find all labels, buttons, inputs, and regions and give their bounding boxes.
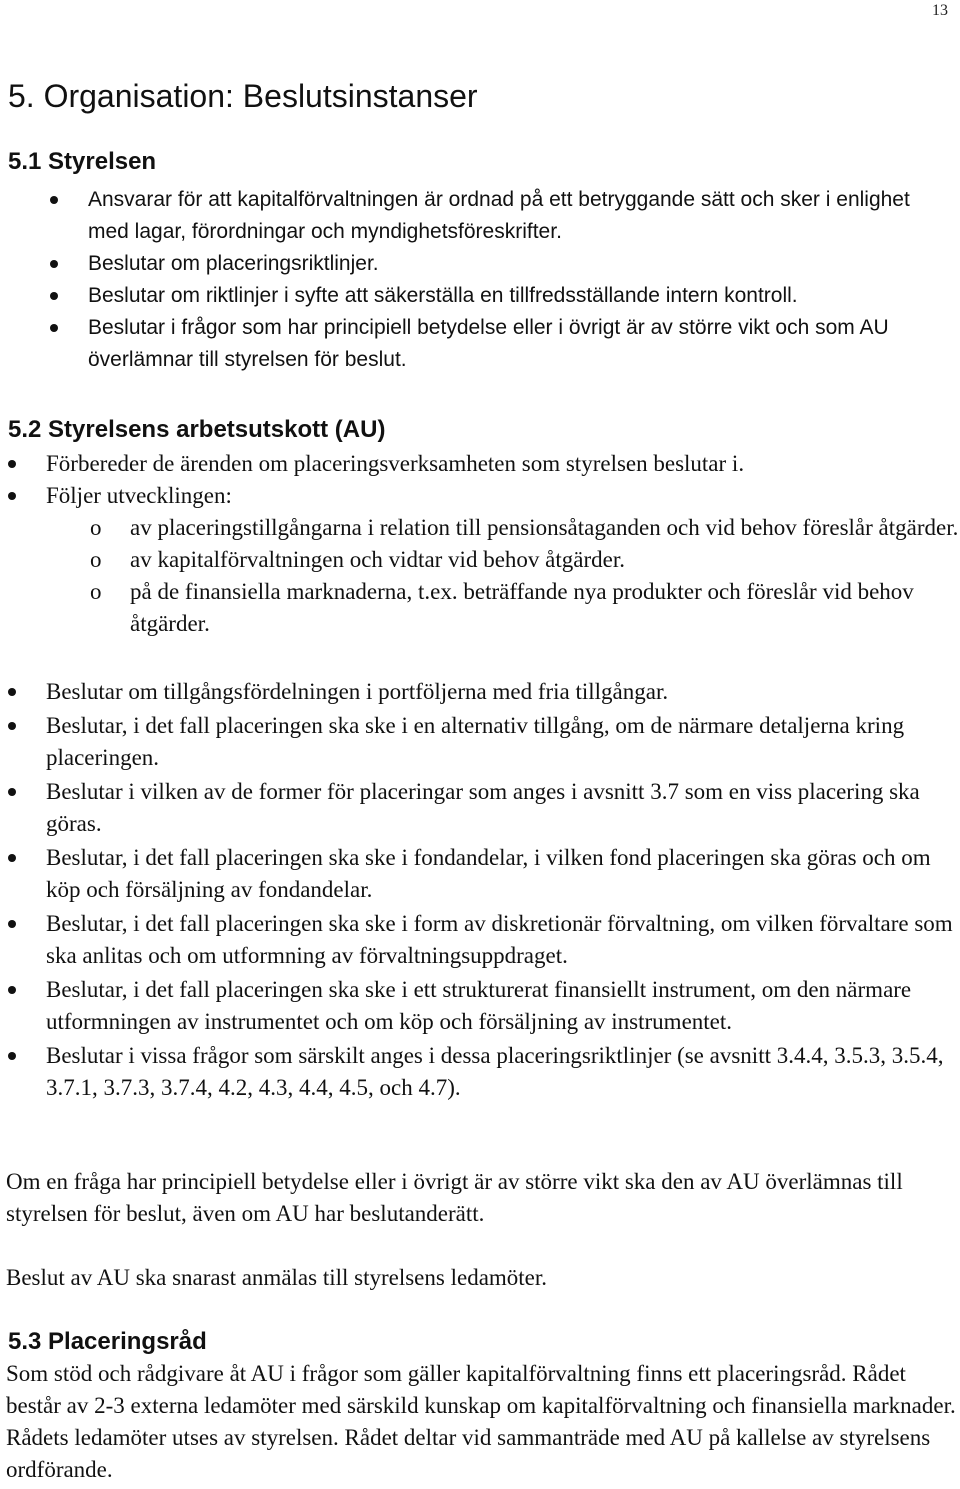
paragraph-au-escalation: Om en fråga har principiell betydelse eller i övrigt är av större vikt ska den av AU överlämnas till styrelsen för beslut, även om AU har beslutanderätt. (6, 1169, 903, 1226)
sub-list-item: o av kapitalförvaltningen och vidtar vid behov åtgärder. (130, 544, 960, 576)
au-sublist (90, 512, 960, 640)
au-list (46, 448, 958, 640)
list-item: Beslutar om tillgångsfördelningen i portföljerna med fria tillgångar. (46, 679, 669, 704)
styrelsen-list (88, 184, 948, 376)
page-number: 13 (932, 2, 948, 19)
paragraph-au-reporting: Beslut av AU ska snarast anmälas till styrelsens ledamöter. (6, 1265, 548, 1290)
au-decisions-list (46, 676, 960, 1106)
sub-list-item: o av placeringstillgångarna i relation till pensionsåtaganden och vid behov föreslår åtgärder. (130, 512, 960, 544)
page-title: 5. Organisation: Beslutsinstanser (8, 78, 478, 114)
list-item: Beslutar, i det fall placeringen ska ske i ett strukturerat finansiellt instrument, om den närmare utformningen av instrumentet och om köp och försäljning av instrumentet. (46, 977, 912, 1034)
list-item: Beslutar, i det fall placeringen ska ske i en alternativ tillgång, om de närmare detaljerna kring placeringen. (46, 713, 905, 770)
list-item: Beslutar, i det fall placeringen ska ske i form av diskretionär förvaltning, om vilken förvaltare som ska anlitas och om utformning av förvaltningsuppdraget. (46, 911, 953, 968)
list-item: Beslutar i vissa frågor som särskilt anges i dessa placeringsriktlinjer (se avsnitt 3.4.4, 3.5.3, 3.5.4, 3.7.1, 3.7.3, 3.7.4, 4.2, 4.3, 4.4, 4.5, och 4.7). (46, 1043, 944, 1100)
section-heading-placeringsrad: 5.3 Placeringsråd (8, 1328, 207, 1355)
section-heading-styrelsen: 5.1 Styrelsen (8, 148, 157, 175)
circle-bullet-icon: o (90, 515, 102, 540)
section-heading-au: 5.2 Styrelsens arbetsutskott (AU) (8, 416, 386, 443)
list-item: Beslutar i frågor som har principiell betydelse eller i övrigt är av större vikt och som AU överlämnar till styrelsen för beslut. (88, 316, 889, 371)
circle-bullet-icon: o (90, 547, 102, 572)
list-item: Beslutar om riktlinjer i syfte att säkerställa en tillfredsställande intern kontroll. (88, 284, 798, 307)
list-item: Följer utvecklingen: o av placeringstillgångarna i relation till pensionsåtaganden och vid behov föreslår åtgärder. o av kapitalförvaltningen och vidtar vid behov åtgärder. o på de finansiella marknaderna, t.ex. beträffande nya produkter och föreslår vid behov åtgärder. (46, 480, 958, 640)
paragraph-placeringsrad: Som stöd och rådgivare åt AU i frågor som gäller kapitalförvaltning finns ett placeringsråd. Rådet består av 2-3 externa ledamöter med särskild kunskap om kapitalförvaltning och finansiella marknader. Rådets ledamöter utses av styrelsen. Rådet deltar vid sammanträde med AU på kallelse av styrelsens ordförande. (6, 1361, 956, 1482)
list-item: Ansvarar för att kapitalförvaltningen är ordnad på ett betryggande sätt och sker i enlighet med lagar, förordningar och myndighetsföreskrifter. (88, 188, 910, 243)
list-item: Förbereder de ärenden om placeringsverksamheten som styrelsen beslutar i. (46, 451, 745, 476)
sub-list-item: o på de finansiella marknaderna, t.ex. beträffande nya produkter och föreslår vid behov åtgärder. (130, 576, 960, 640)
list-item: Beslutar i vilken av de former för placeringar som anges i avsnitt 3.7 som en viss placering ska göras. (46, 779, 920, 836)
circle-bullet-icon: o (90, 579, 102, 604)
list-item: Beslutar om placeringsriktlinjer. (88, 252, 379, 275)
list-item: Beslutar, i det fall placeringen ska ske i fondandelar, i vilken fond placeringen ska göras och om köp och försäljning av fondandelar. (46, 845, 931, 902)
